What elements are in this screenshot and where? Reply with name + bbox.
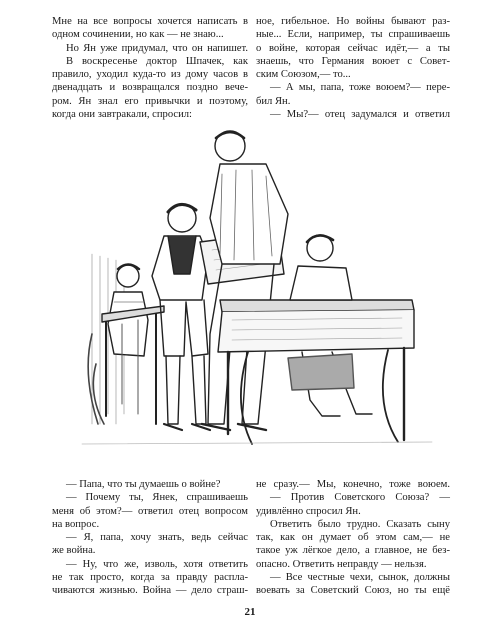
text-line: — Против Советского Союза? — <box>270 492 450 504</box>
text-line: меня об этом?— ответил отец вопросом <box>52 505 248 517</box>
text-line: воевать за Советский Союз, но ты ещё <box>256 585 450 597</box>
text-line: — Почему ты, Янек, спрашиваешь <box>66 492 248 504</box>
text-line: удивлённо спросил Ян. <box>256 505 361 517</box>
text-column-bottom-right <box>256 478 450 598</box>
text-line: — А мы, папа, тоже воюем?— пере- <box>270 82 450 94</box>
text-line: одном сочинении, но как — не знаю... <box>52 29 224 41</box>
text-line: о войне, которая сейчас идёт,— а ты <box>256 42 450 54</box>
text-line: ные... Если, например, ты спрашиваешь <box>256 29 450 41</box>
text-column-bottom-left <box>52 478 248 598</box>
standing-boy-figure <box>152 204 210 430</box>
text-line: Мне на все вопросы хочется написать в <box>52 16 248 27</box>
text-line: на вопрос. <box>52 518 100 530</box>
text-line: Ответить было трудно. Сказать сыну <box>270 518 450 530</box>
text-line: не сразу.— Мы, конечно, тоже воюем. <box>256 479 450 490</box>
text-line: Но Ян уже придумал, что он напишет. <box>66 42 248 54</box>
text-line: чиваются жизнью. Война — дело страш- <box>52 585 248 597</box>
text-line: — Папа, что ты думаешь о войне? <box>66 479 221 490</box>
text-line: — Все честные чехи, сынок, должны <box>270 572 450 584</box>
text-line: ное, гибельное. Но войны бывают раз- <box>256 16 450 27</box>
text-column-top-left <box>52 15 248 121</box>
text-line: бил Ян. <box>256 95 291 107</box>
text-line: ским Союзом,— то... <box>256 69 351 81</box>
text-line: такое уж лёгкое дело, а главное, не без- <box>256 545 450 557</box>
text-line: двенадцать и возвращался поздно вече- <box>52 82 248 94</box>
text-line: знаешь, что Германия воюет с Совет- <box>256 55 450 67</box>
illustration <box>52 124 452 476</box>
text-line: когда они завтракали, спросил: <box>52 109 192 121</box>
text-line: ром. Ян знал его привычки и поэтому, <box>52 95 248 107</box>
text-line: так, как он думает об этом сам,— не <box>256 532 450 544</box>
text-line: правило, уходил куда-то из дому часов в <box>52 69 248 81</box>
text-line: — Ну, что же, изволь, хотя ответить <box>66 558 248 570</box>
floor-line <box>82 442 432 444</box>
text-line: — Мы?— отец задумался и ответил <box>270 109 450 121</box>
text-line: не так просто, когда за правду распла- <box>52 572 248 584</box>
text-line: опасно. Ответить неправду — нельзя. <box>256 558 427 570</box>
text-column-top-right <box>256 15 450 121</box>
page-number: 21 <box>244 606 256 618</box>
text-line: же война. <box>52 545 96 557</box>
text-line: В воскресенье доктор Шпачек, как <box>66 55 248 67</box>
text-line: — Я, папа, хочу знать, ведь сейчас <box>66 532 248 544</box>
